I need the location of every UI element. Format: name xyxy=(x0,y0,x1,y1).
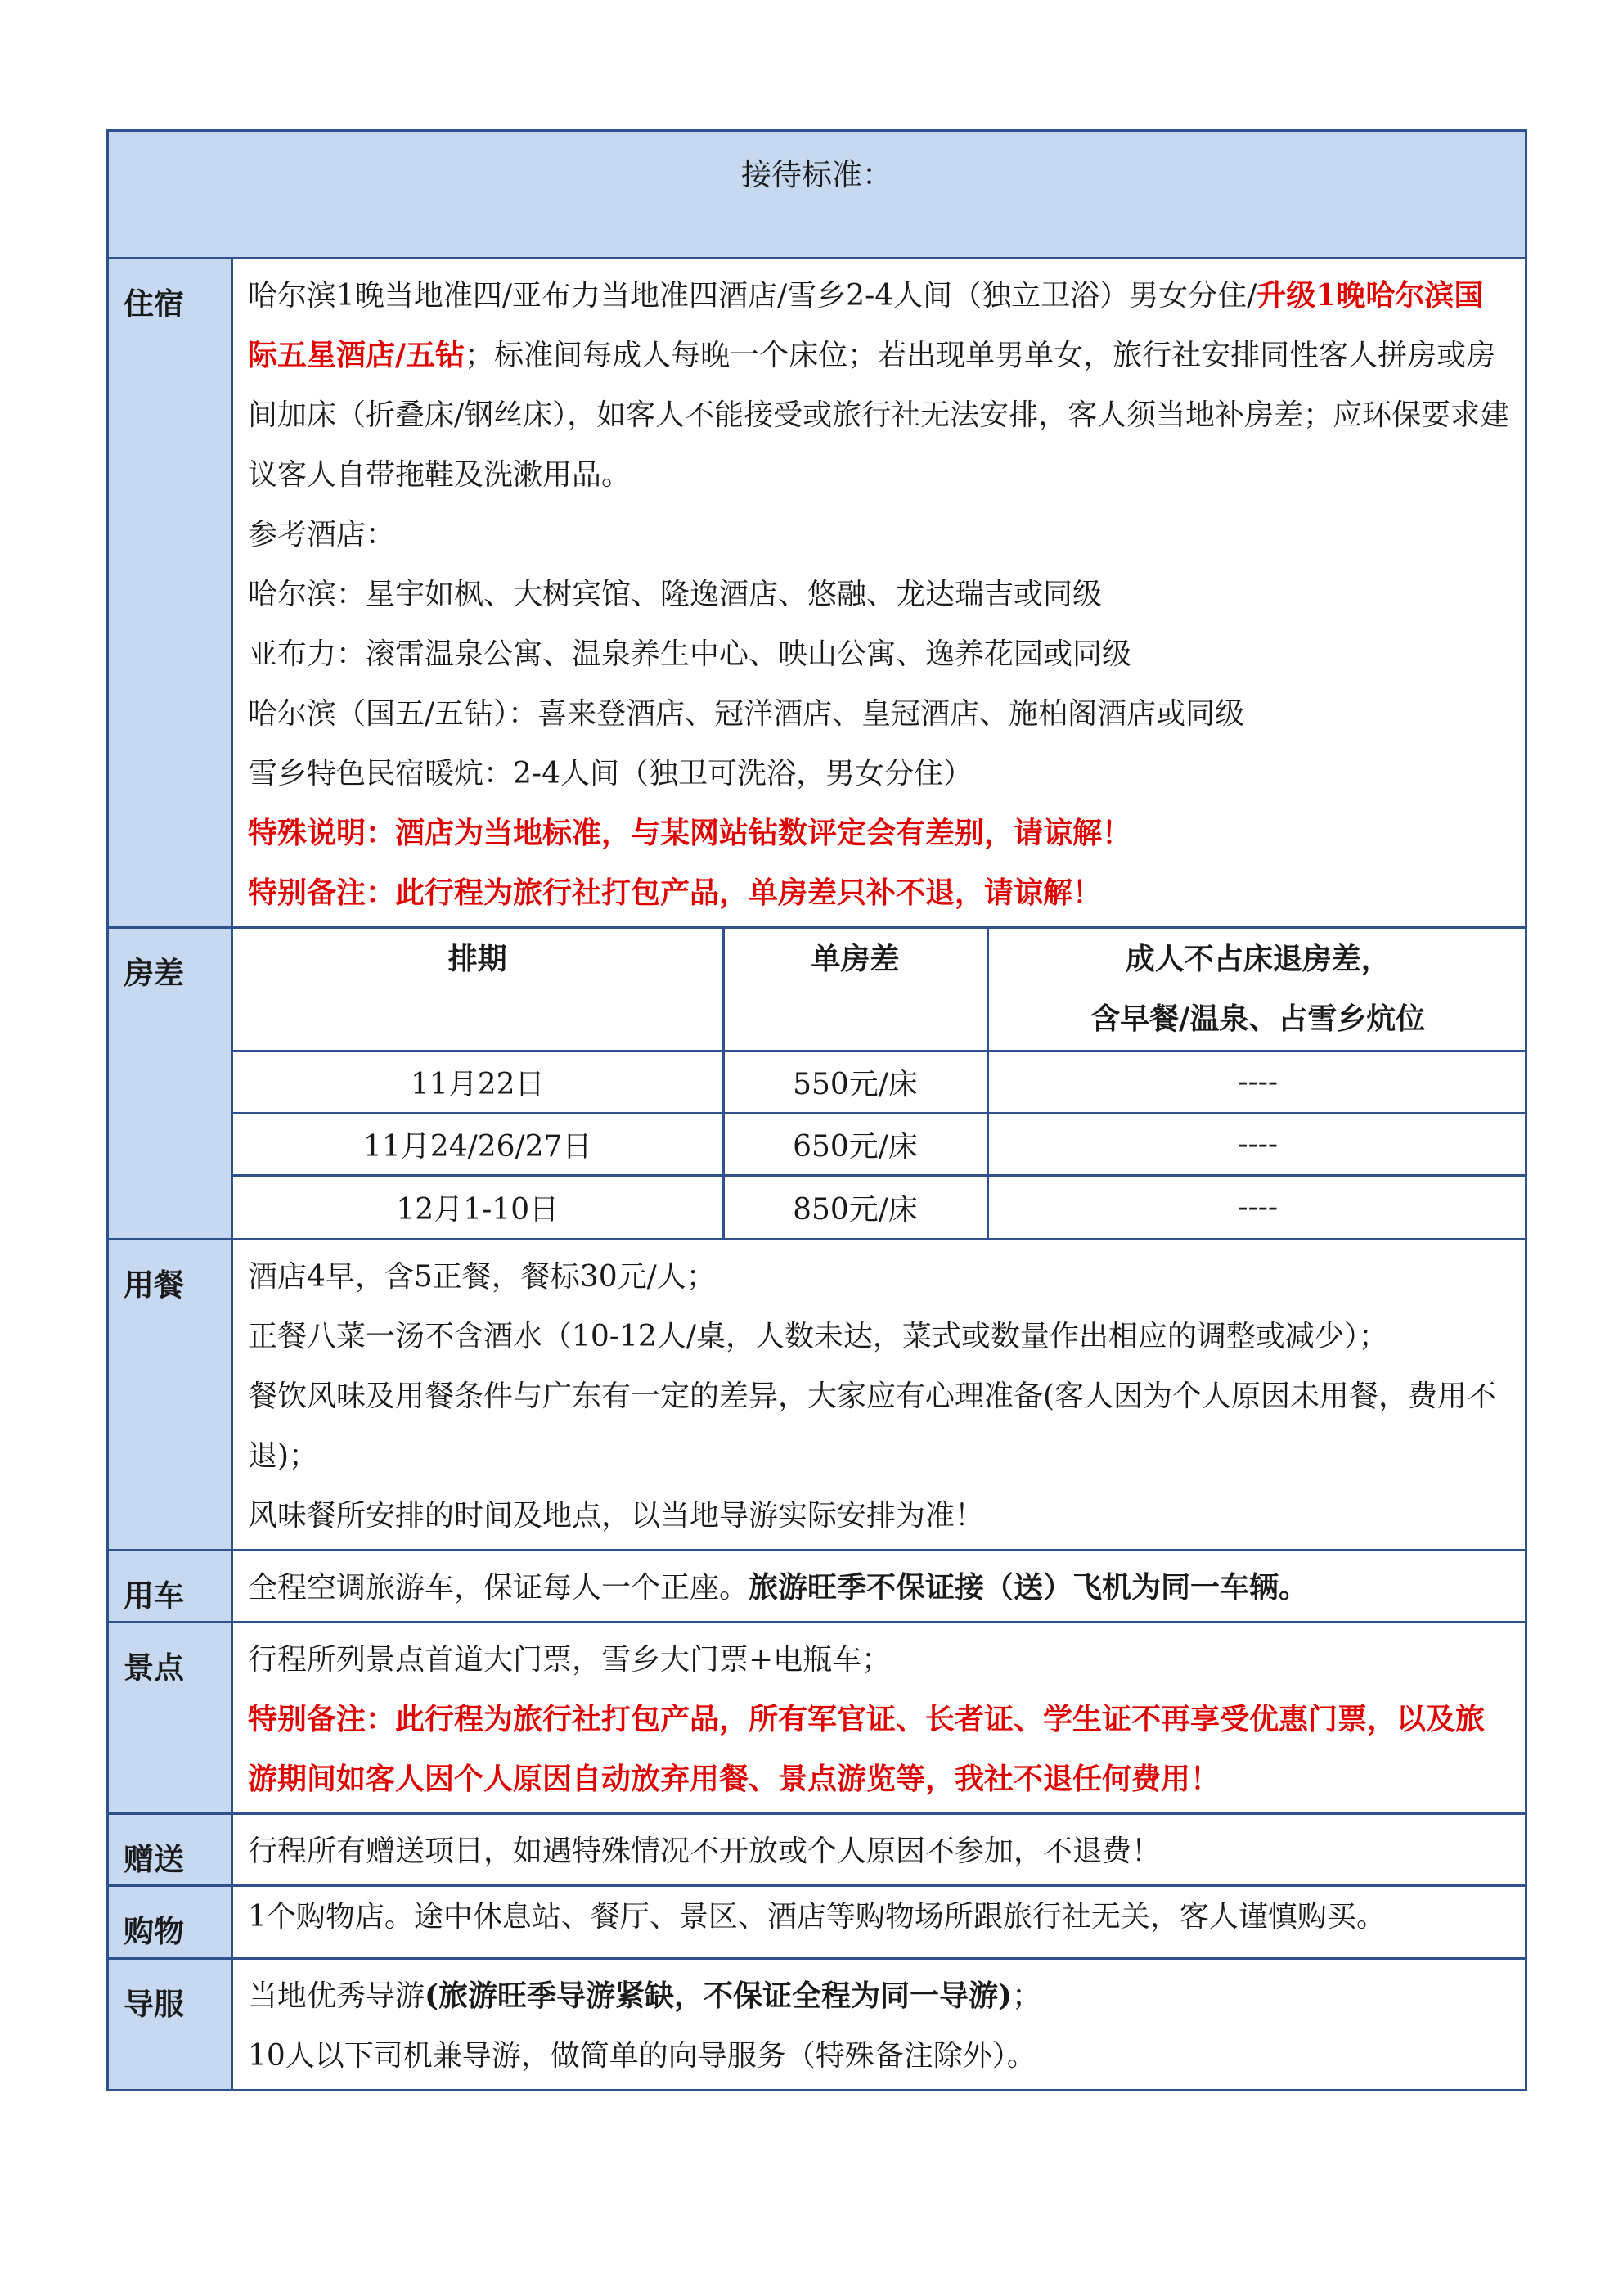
lodging-intro-rest: ；标准间每成人每晚一个床位；若出现单男单女，旅行社安排同性客人拼房或房间加床（折叠床/钢丝床），如客人不能接受或旅行社无法安排，客人须当地补房差；应环保要求建议客人自带拖鞋及洗漱用品。 xyxy=(248,339,1510,492)
table-row xyxy=(233,1176,1527,1238)
lodging-label: 住宿 xyxy=(108,259,232,928)
row-single: 550元/床 xyxy=(723,1051,987,1114)
meals-line: 正餐八菜一汤不含酒水（10-12人/桌，人数未达，菜式或数量作出相应的调整或减少）； xyxy=(248,1319,1388,1353)
lodging-ref-harbin: 哈尔滨：星宇如枫、大树宾馆、隆逸酒店、悠融、龙达瑞吉或同级 xyxy=(248,578,1103,611)
room-diff-row xyxy=(108,928,1526,1240)
vehicle-text: 全程空调旅游车，保证每人一个正座。 xyxy=(248,1570,749,1605)
meals-line: 餐饮风味及用餐条件与广东有一定的差异，大家应有心理准备(客人因为个人原因未用餐，费用不退)； xyxy=(248,1379,1497,1473)
meals-line: 酒店4早，含5正餐，餐标30元/人； xyxy=(248,1259,716,1294)
lodging-intro-text: 哈尔滨1晚当地准四/亚布力当地准四酒店/雪乡2-4人间（独立卫浴）男女分住/ xyxy=(248,279,1257,313)
row-date: 11月24/26/27日 xyxy=(233,1114,723,1176)
row-single: 650元/床 xyxy=(723,1114,987,1176)
meals-content xyxy=(232,1239,1526,1550)
lodging-ref-harbin5: 哈尔滨（国五/五钻）：喜来登酒店、冠洋酒店、皇冠酒店、施柏阁酒店或同级 xyxy=(248,697,1245,731)
row-date: 12月1-10日 xyxy=(233,1176,723,1238)
sights-content xyxy=(232,1622,1526,1813)
meals-line: 风味餐所安排的时间及地点，以当地导游实际安排为准！ xyxy=(248,1498,985,1533)
room-diff-table xyxy=(233,929,1527,1238)
lodging-note-special: 特殊说明：酒店为当地标准，与某网站钻数评定会有差别，请谅解！ xyxy=(248,816,1132,850)
row-refund: ---- xyxy=(987,1176,1527,1238)
row-single: 850元/床 xyxy=(723,1176,987,1238)
guide-note: (旅游旺季导游紧缺，不保证全程为同一导游) xyxy=(425,1978,1013,2013)
guide-label: 导服 xyxy=(108,1958,232,2090)
room-diff-header-row xyxy=(233,929,1527,1051)
gift-label: 赠送 xyxy=(108,1813,232,1885)
sights-label: 景点 xyxy=(108,1622,232,1813)
meals-row xyxy=(108,1239,1526,1550)
row-date: 11月22日 xyxy=(233,1051,723,1114)
shopping-content: 1个购物店。途中休息站、餐厅、景区、酒店等购物场所跟旅行社无关，客人谨慎购买。 xyxy=(232,1885,1526,1958)
vehicle-label: 用车 xyxy=(108,1550,232,1622)
shopping-label: 购物 xyxy=(108,1885,232,1958)
vehicle-note: 旅游旺季不保证接（送）飞机为同一车辆。 xyxy=(749,1569,1309,1605)
guide-line xyxy=(248,1966,1510,2026)
row-refund: ---- xyxy=(987,1051,1527,1114)
table-title: 接待标准： xyxy=(108,131,1526,259)
lodging-row xyxy=(108,259,1526,928)
col-single-header: 单房差 xyxy=(723,929,987,1051)
col-refund-header-line2: 含早餐/温泉、占雪乡炕位 xyxy=(1090,1002,1426,1036)
sights-row xyxy=(108,1622,1526,1813)
guide-punct: ； xyxy=(1012,1979,1042,2013)
vehicle-content xyxy=(232,1550,1526,1622)
row-refund: ---- xyxy=(987,1114,1527,1176)
sights-line: 行程所列景点首道大门票，雪乡大门票+电瓶车； xyxy=(248,1642,892,1677)
sights-note: 特别备注：此行程为旅行社打包产品，所有军官证、长者证、学生证不再享受优惠门票，以及旅游期间如客人因个人原因自动放弃用餐、景点游览等，我社不退任何费用！ xyxy=(248,1701,1486,1796)
lodging-ref-xuexiang: 雪乡特色民宿暖炕：2-4人间（独卫可洗浴，男女分住） xyxy=(248,757,973,790)
guide-content xyxy=(232,1958,1526,2090)
lodging-ref-yabuli: 亚布力：滚雷温泉公寓、温泉养生中心、映山公寓、逸养花园或同级 xyxy=(248,637,1132,671)
gift-row xyxy=(108,1813,1526,1885)
table-row xyxy=(233,1114,1527,1176)
lodging-ref-title: 参考酒店： xyxy=(248,518,396,551)
shopping-row xyxy=(108,1885,1526,1958)
gift-content: 行程所有赠送项目，如遇特殊情况不开放或个人原因不参加，不退费！ xyxy=(232,1813,1526,1885)
guide-text: 当地优秀导游 xyxy=(248,1979,425,2013)
col-schedule-header: 排期 xyxy=(233,929,723,1051)
lodging-note-remark: 特别备注：此行程为旅行社打包产品，单房差只补不退，请谅解！ xyxy=(248,876,1103,910)
meals-label: 用餐 xyxy=(108,1239,232,1550)
lodging-content xyxy=(232,259,1526,928)
reception-standards-table xyxy=(106,129,1527,2091)
table-row xyxy=(233,1051,1527,1114)
guide-line-2: 10人以下司机兼导游，做简单的向导服务（特殊备注除外）。 xyxy=(248,2038,1036,2073)
lodging-intro xyxy=(248,266,1510,505)
room-diff-content xyxy=(232,928,1526,1240)
col-refund-header xyxy=(987,929,1527,1051)
guide-row xyxy=(108,1958,1526,2090)
lodging-upgrade-text: 升级1晚哈尔滨国际五星酒店/五钻 xyxy=(248,278,1484,372)
col-refund-header-line1: 成人不占床退房差， xyxy=(1125,942,1391,976)
vehicle-row xyxy=(108,1550,1526,1622)
room-diff-label: 房差 xyxy=(108,928,232,1240)
